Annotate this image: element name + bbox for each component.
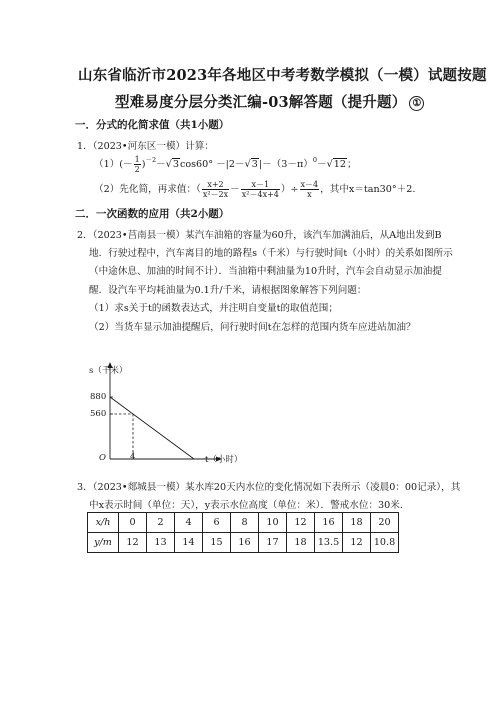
- q2-line3: （中途休息、加油的时间不计）．当油箱中剩油量为10升时，汽车会自动显示加油提: [89, 266, 442, 277]
- circled-number: ①: [409, 96, 424, 111]
- table-cell: 12: [343, 533, 371, 553]
- table-cell: 15: [203, 533, 231, 553]
- y-axis-label: s（千米）: [89, 366, 128, 376]
- q1-stem: 1．（2023•河东区一模）计算：: [77, 141, 214, 152]
- table-cell: 10: [259, 513, 287, 533]
- q1-part2-open: （2）先化简，再求值：（: [94, 184, 201, 195]
- distance-line: [110, 397, 194, 459]
- table-cell: 10.8: [371, 533, 399, 553]
- q1-part2-f2-den: x²－4x+4: [241, 190, 279, 199]
- q1-part1-end: ；: [346, 159, 357, 170]
- table-row: [88, 513, 399, 533]
- table-cell: 20: [371, 513, 399, 533]
- document-title-line2: [115, 91, 424, 112]
- table-cell: 18: [287, 533, 315, 553]
- q1-part1-mid3: |－（3－π）: [258, 159, 313, 170]
- q1-part1-exp2: 0: [312, 156, 318, 164]
- q2-question2: （2）当货车显示加油提醒后，问行驶时间t在怎样的范围内货车应进站加油？: [89, 322, 416, 333]
- q1-part2-frac2: [241, 180, 280, 199]
- section2-heading: 二．一次函数的应用（共2小题）: [75, 208, 230, 220]
- table-cell: 16: [231, 533, 259, 553]
- q3-line2: 中x表示时间（单位：天），y表示水位高度（单位：米）．警戒水位：30米.: [89, 500, 403, 511]
- q1-part1-sqrt3: 3: [172, 159, 179, 170]
- q1-part2-f2-num: x－1: [241, 180, 280, 190]
- y-tick-560: 560: [90, 409, 107, 419]
- q1-part2-f3-num: x－4: [300, 180, 319, 189]
- q2-line1: 2．（2023•莒南县一模）某汽车油箱的容量为60升，该汽车加满油后，从A地出发到B: [77, 230, 442, 241]
- q1-part2-frac3: [300, 180, 320, 199]
- q1-part1: （1）(－ $\frac{1}{2}$ )$^{-2}-√3\cos 60^\circ -|2-√3|-(3-\pi)^0-√12$；: [94, 155, 357, 174]
- q2-question1: （1）求s关于t的函数表达式，并注明自变量t的取值范围；: [89, 303, 338, 314]
- x-tick-4: 4: [130, 452, 136, 462]
- table-cell: 6: [203, 513, 231, 533]
- table-cell: 17: [259, 533, 287, 553]
- table-header-y: y/m: [88, 533, 119, 553]
- q3-line1: 3．（2023•郯城县一模）某水库20天内水位的变化情况如下表所示（凌晨0：00记录），其: [77, 482, 461, 493]
- table-header-x: x/h: [88, 513, 119, 533]
- q1-part1-sqrt12: 12: [333, 159, 346, 170]
- q1-part1-mid1: －: [156, 159, 166, 170]
- q1-part2-f1-den: x²－2x: [202, 190, 229, 199]
- q1-part2: （2）先化简，再求值：（ $\frac{x+2}{\text{x²－2x}}$ － $\frac{x-1}{\text{x²－4x+4}}$ ）÷ $\frac{x-4}{x}$ ，其中x＝tan30°＋2.: [94, 180, 416, 199]
- q1-part2-f1-num: x+2: [202, 180, 229, 190]
- origin-label: O: [99, 453, 106, 463]
- document-title-line2-text: 型难易度分层分类汇编-03解答题（提升题）: [115, 94, 407, 111]
- document-title-line1: 山东省临沂市2023年各地区中考考数学模拟（一模）试题按题: [78, 67, 487, 84]
- q2-line2: 地．行驶过程中，汽车离目的地的路程s（千米）与行驶时间t（小时）的关系如图所示: [89, 248, 453, 259]
- table-cell: 16: [315, 513, 343, 533]
- table-row: [88, 533, 399, 553]
- table-cell: 13.5: [315, 533, 343, 553]
- q1-part2-frac1: [202, 180, 229, 199]
- q1-part2-end: ，其中x＝tan30°＋2.: [320, 184, 416, 195]
- x-axis-label: t（小时）: [205, 455, 243, 465]
- q1-part2-mid: ）÷: [280, 184, 299, 195]
- section1-heading: 一．分式的化简求值（共1小题）: [75, 119, 230, 131]
- table-cell: 18: [343, 513, 371, 533]
- q1-part1-mid2: －|2－: [216, 159, 245, 170]
- table-cell: 12: [119, 533, 147, 553]
- q1-part1-cos: cos60°: [179, 159, 214, 170]
- q1-part1-frac-den: 2: [134, 165, 140, 174]
- y-tick-880: 880: [90, 392, 107, 402]
- q1-part1-sqrt3b: 3: [251, 159, 258, 170]
- table-cell: 13: [147, 533, 175, 553]
- water-level-table: [87, 512, 399, 553]
- q1-part2-f3-den: x: [307, 190, 312, 199]
- table-cell: 4: [175, 513, 203, 533]
- q1-part1-frac-num: 1: [134, 155, 140, 164]
- table-cell: 2: [147, 513, 175, 533]
- table-cell: 0: [119, 513, 147, 533]
- table-cell: 8: [231, 513, 259, 533]
- q1-part1-exp1: －2: [145, 156, 157, 164]
- q2-line4: 醒．设汽车平均耗油量为0.1升/千米，请根据图象解答下列问题：: [89, 285, 367, 296]
- q1-part1-open: （1）: [94, 159, 120, 170]
- q1-part1-fraction: [134, 155, 141, 174]
- table-cell: 12: [287, 513, 315, 533]
- table-cell: 14: [175, 533, 203, 553]
